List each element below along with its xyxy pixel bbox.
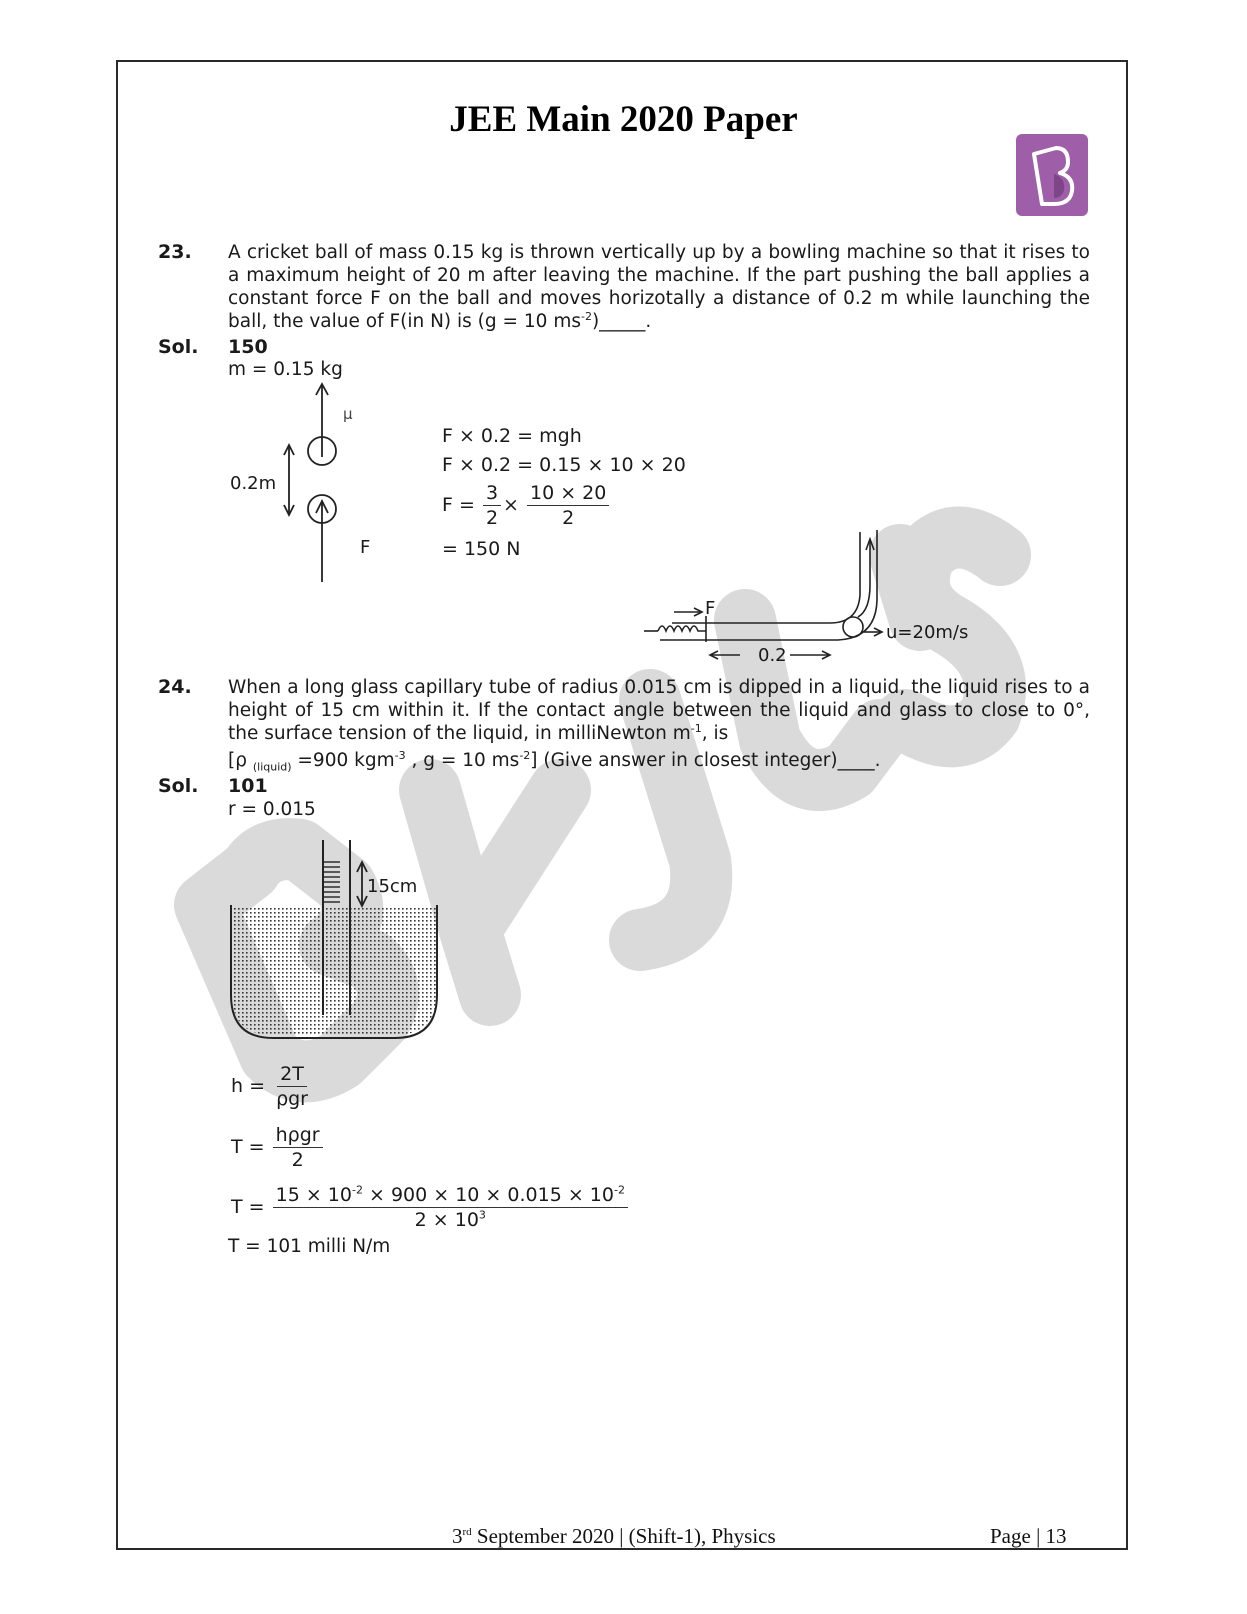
launcher-distance-label: 0.2 [758,645,787,666]
equation-2: F × 0.2 = 0.15 × 10 × 20 [442,454,686,476]
launcher-velocity-label: u=20m/s [886,622,969,643]
equation-1: F × 0.2 = mgh [442,425,582,447]
denominator: 2 [485,507,499,529]
solution-label-23: Sol. [158,336,199,358]
fraction-2t-over-rhogr [273,1062,311,1111]
footer-exam-info [452,1524,776,1549]
numerator: 3 [483,481,501,506]
denominator-base: 2 × 10 [414,1209,479,1231]
question-23-exponent: -2 [581,309,592,323]
gravity-value: , g = 10 ms [405,750,520,771]
numerator-part-a: 15 × 10 [275,1184,352,1206]
question-24-text [228,676,1090,745]
equation-3 [442,481,611,530]
exponent: -2 [351,1183,363,1197]
fraction-substituted-values [273,1183,628,1232]
density-value: =900 kgm [291,750,395,771]
times-sign: × [503,494,519,516]
fraction-hrhogr-over-2 [273,1123,323,1172]
equation-h [231,1062,313,1111]
denominator: 2 [291,1149,304,1171]
gravity-exponent: -2 [519,748,531,762]
numerator: hρgr [273,1123,323,1148]
equation-3-lhs: F = [442,494,475,516]
capillary-beaker-diagram [225,835,455,1045]
rho-symbol: [ρ [228,750,253,771]
rho-subscript: (liquid) [252,760,292,774]
equation-h-lhs: h = [231,1075,266,1097]
fraction-200-over-2 [527,481,609,530]
question-23-text [228,241,1090,333]
question-23-tail: )_____. [591,311,652,332]
answer-24: 101 [228,775,268,797]
question-24-instruction: ] (Give answer in closest integer)____. [530,750,881,771]
numerator [273,1183,628,1208]
fraction-3-over-2 [483,481,501,530]
equation-t-lhs: T = [231,1136,265,1158]
equation-4-result: = 150 N [442,538,521,560]
launcher-tube-diagram [640,530,970,670]
result-surface-tension: T = 101 milli N/m [228,1236,391,1257]
byjus-b-logo-icon [1016,134,1088,216]
numerator-part-b: × 900 × 10 × 0.015 × 10 [362,1184,614,1206]
question-23-body: A cricket ball of mass 0.15 kg is thrown vertically up by a bowling machine so that it rises to a maximum height of 20 m after leaving the machine. If the part pushing the ball applies a constant force F on the ball and moves horizotally a distance of 0.2 m while launching the ball, the value of F(in N) is (g = 10 ms [228,242,1090,332]
distance-label-0-2m: 0.2m [230,473,277,494]
density-exponent: -3 [394,748,406,762]
question-24-tail: , is [701,723,729,744]
question-number-24: 24. [158,676,192,698]
equation-t-substituted [231,1183,630,1232]
height-label-15cm: 15cm [367,876,418,897]
denominator [412,1208,489,1232]
exponent: -2 [613,1183,625,1197]
question-number-23: 23. [158,241,192,263]
given-radius: r = 0.015 [228,799,316,820]
given-mass: m = 0.15 kg [228,359,343,380]
solution-label-24: Sol. [158,775,199,797]
page-title: JEE Main 2020 Paper [449,99,798,140]
answer-23: 150 [228,336,268,358]
denominator: ρgr [276,1088,308,1110]
page-number: Page | 13 [990,1524,1067,1548]
footer-day-suffix: rd [462,1526,472,1538]
denominator: 2 [562,507,575,529]
force-label-f: F [360,537,371,558]
launcher-force-label: F [705,598,716,619]
footer-day: 3 [452,1524,463,1548]
equation-t-sub-lhs: T = [231,1196,265,1218]
footer-date-rest: September 2020 | (Shift-1), Physics [471,1524,776,1548]
exponent: 3 [478,1208,486,1222]
mu-label: μ [343,405,353,423]
numerator: 10 × 20 [527,481,609,506]
equation-t [231,1123,325,1172]
question-24-exponent: -1 [690,721,702,735]
question-24-body: When a long glass capillary tube of radius 0.015 cm is dipped in a liquid, the liquid rises to a height of 15 cm within it. If the contact angle between the liquid and glass to close to 0°, the surface tension of the liquid, in milliNewton m [228,677,1090,744]
numerator: 2T [277,1062,307,1087]
question-24-data-line [228,748,881,774]
